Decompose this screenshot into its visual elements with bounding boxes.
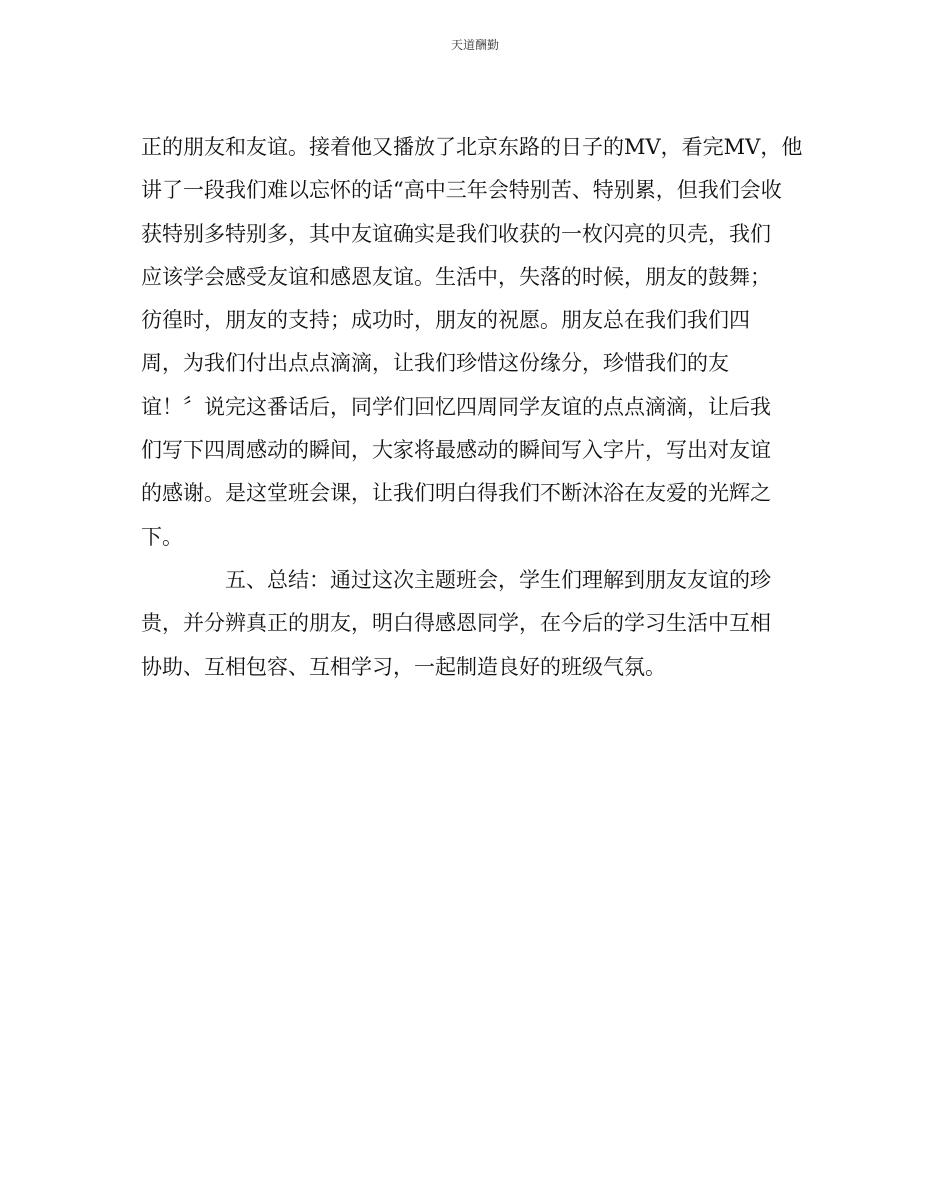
page-header: 天道酬勤 xyxy=(450,38,499,52)
text-line: 正的朋友和友谊。接着他又播放了北京东路的日子的MV，看完MV，他 xyxy=(141,135,803,159)
text-line: 五、总结：通过这次主题班会，学生们理解到朋友友谊的珍 xyxy=(225,567,771,592)
paragraph-narrative xyxy=(141,126,813,559)
text-line: 贵，并分辨真正的朋友，明白得感恩同学，在今后的学习生活中互相 xyxy=(141,611,771,636)
text-line: 们写下四周感动的瞬间，大家将最感动的瞬间写入字片，写出对友谊 xyxy=(141,438,771,463)
text-line: 应该学会感受友谊和感恩友谊。生活中，失落的时候，朋友的鼓舞； xyxy=(141,264,771,289)
text-line: 周，为我们付出点点滴滴，让我们珍惜这份缘分，珍惜我们的友 xyxy=(141,351,729,376)
text-line: 协助、互相包容、互相学习，一起制造良好的班级气氛。 xyxy=(141,654,666,679)
text-line: 彷徨时，朋友的支持；成功时，朋友的祝愿。朋友总在我们我们四 xyxy=(141,308,750,333)
paragraph-summary xyxy=(141,559,813,689)
document-body xyxy=(141,126,813,689)
text-line: 下。 xyxy=(141,524,183,549)
text-line: 谊！〞说完这番话后，同学们回忆四周同学友谊的点点滴滴，让后我 xyxy=(141,394,771,419)
text-line: 的感谢。是这堂班会课，让我们明白得我们不断沐浴在友爱的光辉之 xyxy=(141,481,771,506)
text-line: 讲了一段我们难以忘怀的话“高中三年会特别苦、特别累，但我们会收 xyxy=(141,178,782,203)
text-line: 获特别多特别多，其中友谊确实是我们收获的一枚闪亮的贝壳，我们 xyxy=(141,221,771,246)
